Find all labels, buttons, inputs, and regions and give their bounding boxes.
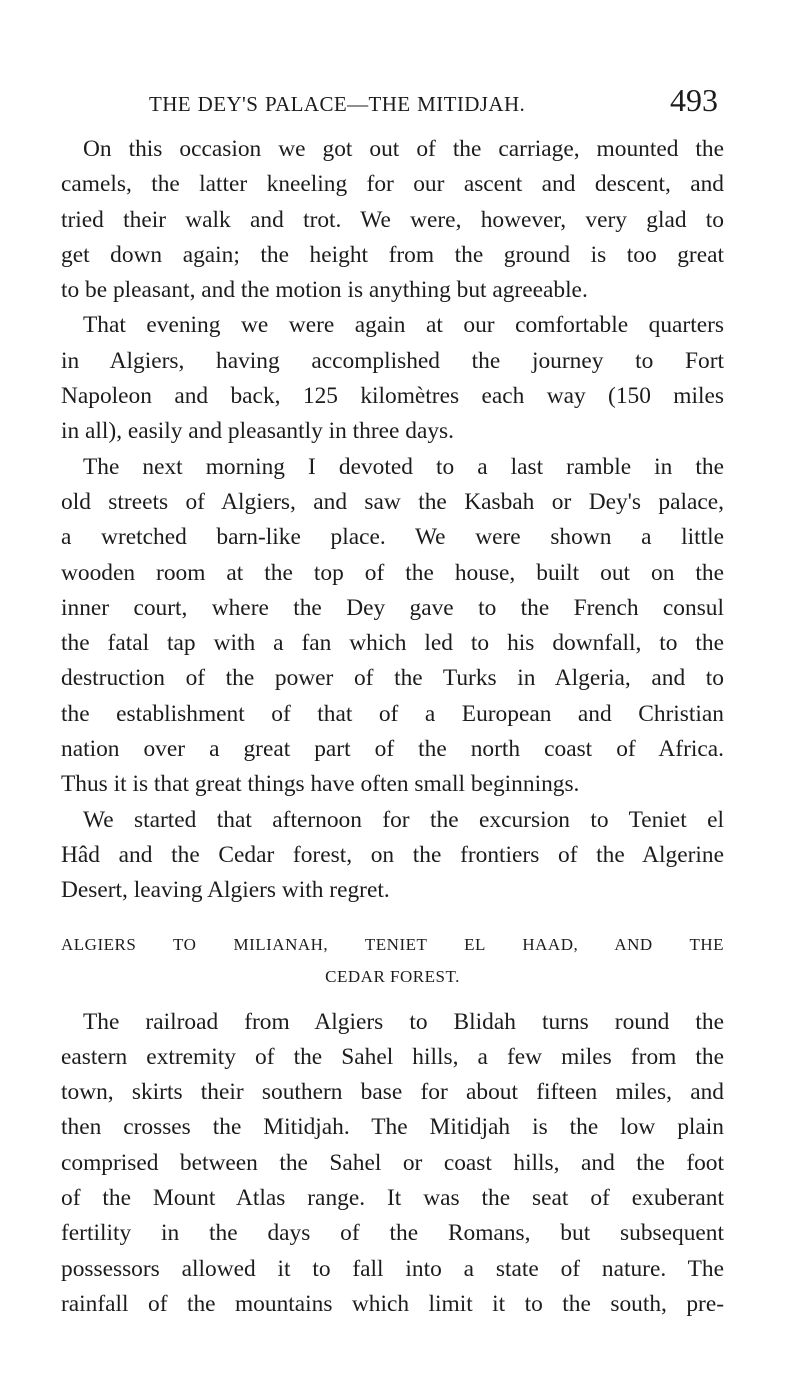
- text-line: to be pleasant, and the motion is anything but agreeable.: [61, 277, 588, 304]
- text-line: We started that afternoon for the excursion to Teniet el: [83, 806, 724, 833]
- section-heading-line: CEDAR FOREST.: [325, 966, 460, 986]
- text-line: wooden room at the top of the house, built out on the: [61, 559, 724, 586]
- text-line: camels, the latter kneeling for our ascent and descent, and: [61, 171, 724, 198]
- text-line: Hâd and the Cedar forest, on the frontiers of the Algerine: [61, 841, 724, 868]
- text-line: eastern extremity of the Sahel hills, a few miles from the: [61, 1043, 724, 1070]
- text-line: The railroad from Algiers to Blidah turns round the: [83, 1008, 724, 1035]
- running-head: [61, 82, 724, 132]
- text-line: That evening we were again at our comfortable quarters: [83, 312, 724, 339]
- text-line: rainfall of the mountains which limit it to the south, pre-: [61, 1290, 724, 1317]
- text-line: nation over a great part of the north coast of Africa.: [61, 736, 724, 763]
- text-line: get down again; the height from the ground is too great: [61, 241, 724, 268]
- text-line: Desert, leaving Algiers with regret.: [61, 877, 390, 904]
- text-line: a wretched barn-like place. We were shown a little: [61, 524, 724, 551]
- text-line: The next morning I devoted to a last ramble in the: [83, 453, 724, 480]
- paragraph-camels: [61, 132, 724, 308]
- text-line: in Algiers, having accomplished the journey to Fort: [61, 347, 724, 374]
- text-line: tried their walk and trot. We were, however, very glad to: [61, 206, 724, 233]
- paragraph-excursion: [61, 803, 724, 909]
- text-line: then crosses the Mitidjah. The Mitidjah is the low plain: [61, 1114, 724, 1141]
- text-line: inner court, where the Dey gave to the French consul: [61, 594, 724, 621]
- text-line: the establishment of that of a European and Christian: [61, 700, 724, 727]
- text-line: of the Mount Atlas range. It was the seat of exuberant: [61, 1185, 724, 1212]
- text-line: old streets of Algiers, and saw the Kasbah or Dey's palace,: [61, 488, 724, 515]
- paragraph-return-algiers: [61, 308, 724, 449]
- text-line: destruction of the power of the Turks in Algeria, and to: [61, 665, 724, 692]
- text-line: the fatal tap with a fan which led to his downfall, to the: [61, 630, 724, 657]
- section-heading-line: ALGIERS TO MILIANAH, TENIET EL HAAD, AND THE: [61, 934, 724, 954]
- text-line: Thus it is that great things have often small beginnings.: [61, 771, 580, 798]
- text-line: town, skirts their southern base for about fifteen miles, and: [61, 1079, 724, 1106]
- section-heading: [61, 929, 724, 993]
- text-line: Napoleon and back, 125 kilomètres each way (150 miles: [61, 383, 724, 410]
- book-page: [61, 82, 724, 1322]
- text-line: in all), easily and pleasantly in three days.: [61, 418, 454, 445]
- page-number: 493: [670, 82, 718, 118]
- text-line: comprised between the Sahel or coast hills, and the foot: [61, 1149, 724, 1176]
- paragraph-railroad: [61, 1005, 724, 1323]
- text-line: possessors allowed it to fall into a state of nature. The: [61, 1255, 724, 1282]
- text-line: On this occasion we got out of the carriage, mounted the: [83, 136, 724, 162]
- running-head-title: THE DEY'S PALACE—THE MITIDJAH.: [149, 92, 526, 116]
- text-line: fertility in the days of the Romans, but subsequent: [61, 1220, 724, 1247]
- paragraph-kasbah: [61, 450, 724, 803]
